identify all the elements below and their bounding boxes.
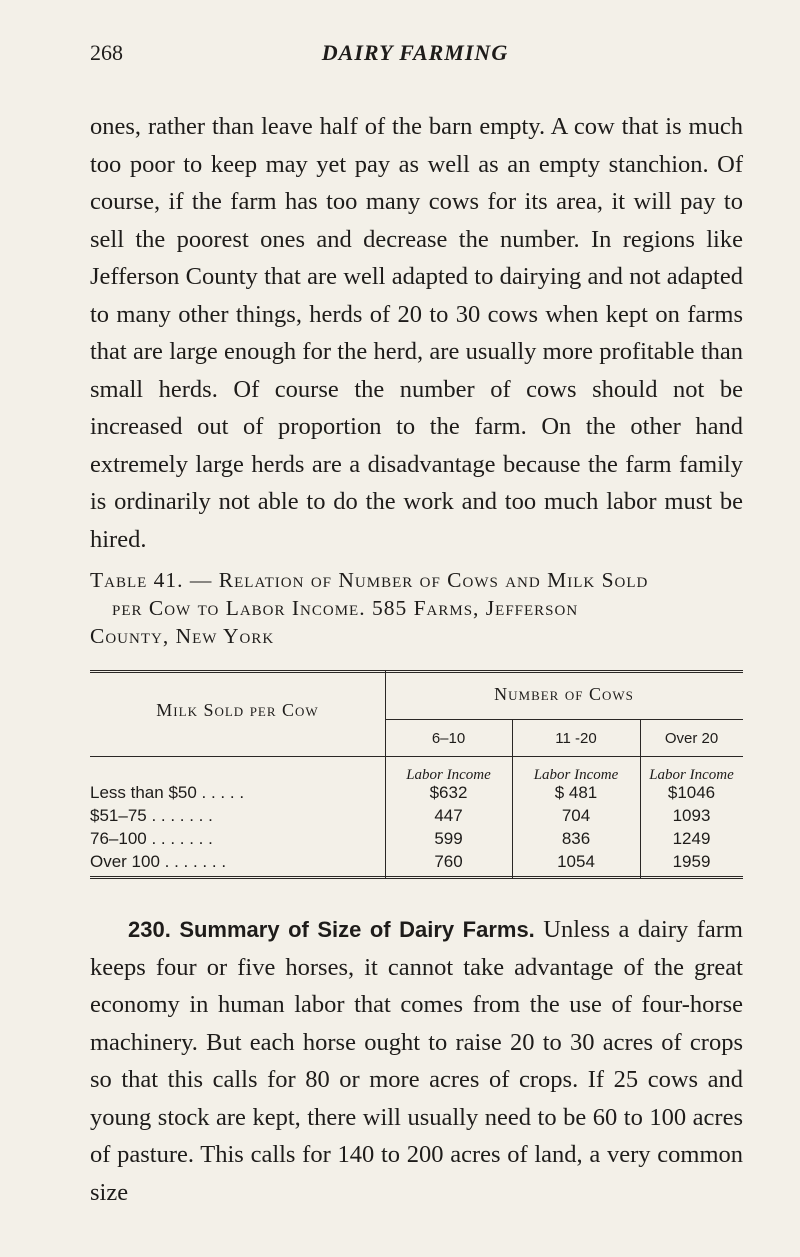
- section-paragraph: [90, 911, 743, 1211]
- unit-label: Labor Income: [406, 767, 491, 783]
- data-table: [90, 670, 743, 882]
- section-text: Unless a dairy farm keeps four or five horses, it cannot take advantage of the great economy in human labor that comes from the use of four-horse machinery. But each horse ought to raise 20 to 30 acres of crops so that this calls for 80 or more acres of crops. If 25 cows and young stock are kept, there will usually need to be 60 to 100 acres of pasture. This calls for 140 to 200 acres of land, a very common size: [90, 916, 743, 1206]
- page-number: 268: [90, 40, 123, 65]
- table-cell: 447: [434, 806, 463, 825]
- table-caption: [90, 566, 743, 650]
- table-cell: 836: [561, 829, 591, 848]
- table-cell: 1959: [672, 852, 711, 871]
- running-head: [90, 40, 740, 72]
- table-cell: 1249: [672, 829, 711, 848]
- unit-label: Labor Income: [649, 767, 734, 783]
- row-label: Less than $50 . . . . .: [90, 783, 245, 802]
- group-header-rule: [385, 719, 743, 720]
- section-heading: 230. Summary of Size of Dairy Farms.: [128, 917, 535, 942]
- table-cell: 599: [434, 829, 463, 848]
- table-top-rule: [90, 670, 743, 673]
- caption-line: County, New York: [90, 624, 275, 648]
- stub-header: Milk Sold per Cow: [156, 700, 319, 720]
- row-label: 76–100 . . . . . . .: [90, 829, 213, 848]
- column-header: 6–10: [431, 730, 466, 747]
- table-cell: $632: [429, 783, 468, 802]
- table-cell: $ 481: [554, 783, 598, 802]
- caption-line: Table 41. — Relation of Number of Cows and Milk Sold: [90, 568, 649, 592]
- table-cell: $1046: [667, 783, 716, 802]
- table-cell: 1054: [557, 852, 595, 871]
- table-cell: 704: [561, 806, 591, 825]
- running-title: DAIRY FARMING: [321, 40, 509, 65]
- table-cell: 760: [434, 852, 463, 871]
- column-header: Over 20: [664, 730, 719, 747]
- row-label: $51–75 . . . . . . .: [90, 806, 213, 825]
- row-label: Over 100 . . . . . . .: [90, 852, 227, 871]
- body-paragraph: ones, rather than leave half of the barn empty. A cow that is much too poor to keep may yet pay as well as an empty stanchion. Of course, if the farm has too many cows for its area, it will pay to sell the poorest ones and decrease the number. In regions like Jefferson County that are well adapted to dairying and not adapted to many other things, herds of 20 to 30 cows when kept on farms that are large enough for the herd, are usually more profitable than small herds. Of course the number of cows should not be increased out of proportion to the farm. On the other hand extremely large herds are a disadvantage because the farm family is ordinarily not able to do the work and too much labor must be hired.: [90, 113, 743, 553]
- caption-line: per Cow to Labor Income. 585 Farms, Jefferson: [112, 596, 579, 620]
- column-header: 11 -20: [555, 730, 597, 747]
- unit-label: Labor Income: [533, 767, 619, 783]
- table-bottom-rule: [90, 876, 743, 879]
- header-bottom-rule: [90, 756, 743, 757]
- table-cell: 1093: [672, 806, 711, 825]
- group-header: Number of Cows: [494, 684, 634, 704]
